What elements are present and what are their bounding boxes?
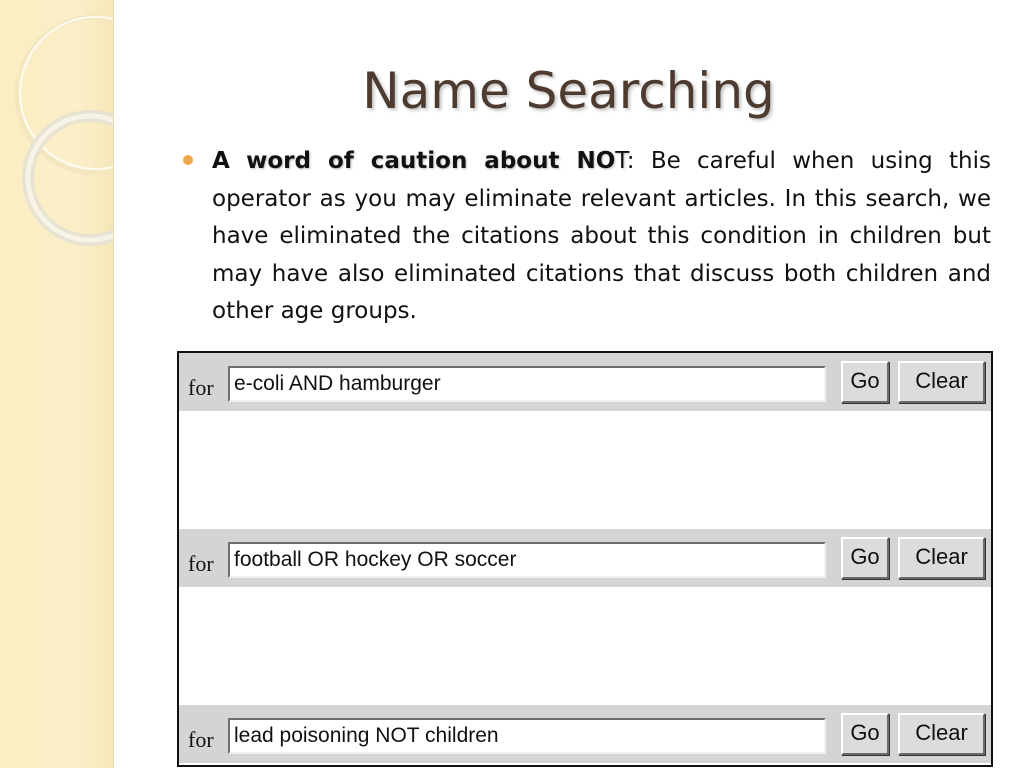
for-label: for [188, 375, 214, 400]
bullet-body: : Be careful when using this operator as you may eliminate relevant articles. In this search, we have eliminated the citations about this condition in children but may have also eliminated citations that discuss both children and other age groups. [212, 148, 992, 324]
bullet-text [212, 143, 991, 331]
bullet-dot-icon [183, 155, 193, 165]
for-label: for [188, 727, 214, 752]
decorative-sidebar [0, 0, 114, 768]
search-row [179, 529, 991, 587]
for-label: for [188, 551, 214, 576]
bullet-lead-a: A [212, 148, 230, 174]
clear-button[interactable]: Clear [898, 537, 985, 579]
clear-button[interactable]: Clear [898, 713, 985, 755]
search-input[interactable]: e-coli AND hamburger [228, 366, 826, 402]
slide-title: Name Searching [362, 62, 775, 120]
search-screenshot-panel [177, 351, 993, 767]
clear-button[interactable]: Clear [898, 361, 985, 403]
search-input[interactable]: football OR hockey OR soccer [228, 542, 826, 578]
search-input[interactable]: lead poisoning NOT children [228, 718, 826, 754]
go-button[interactable]: Go [841, 537, 889, 579]
bullet-lead-t: T [615, 148, 627, 174]
search-row [179, 353, 991, 411]
decorative-rings [0, 0, 113, 300]
search-row [179, 705, 991, 763]
go-button[interactable]: Go [841, 361, 889, 403]
bullet-point [183, 143, 991, 331]
bullet-lead-phrase: word of caution about NO [246, 148, 616, 174]
go-button[interactable]: Go [841, 713, 889, 755]
